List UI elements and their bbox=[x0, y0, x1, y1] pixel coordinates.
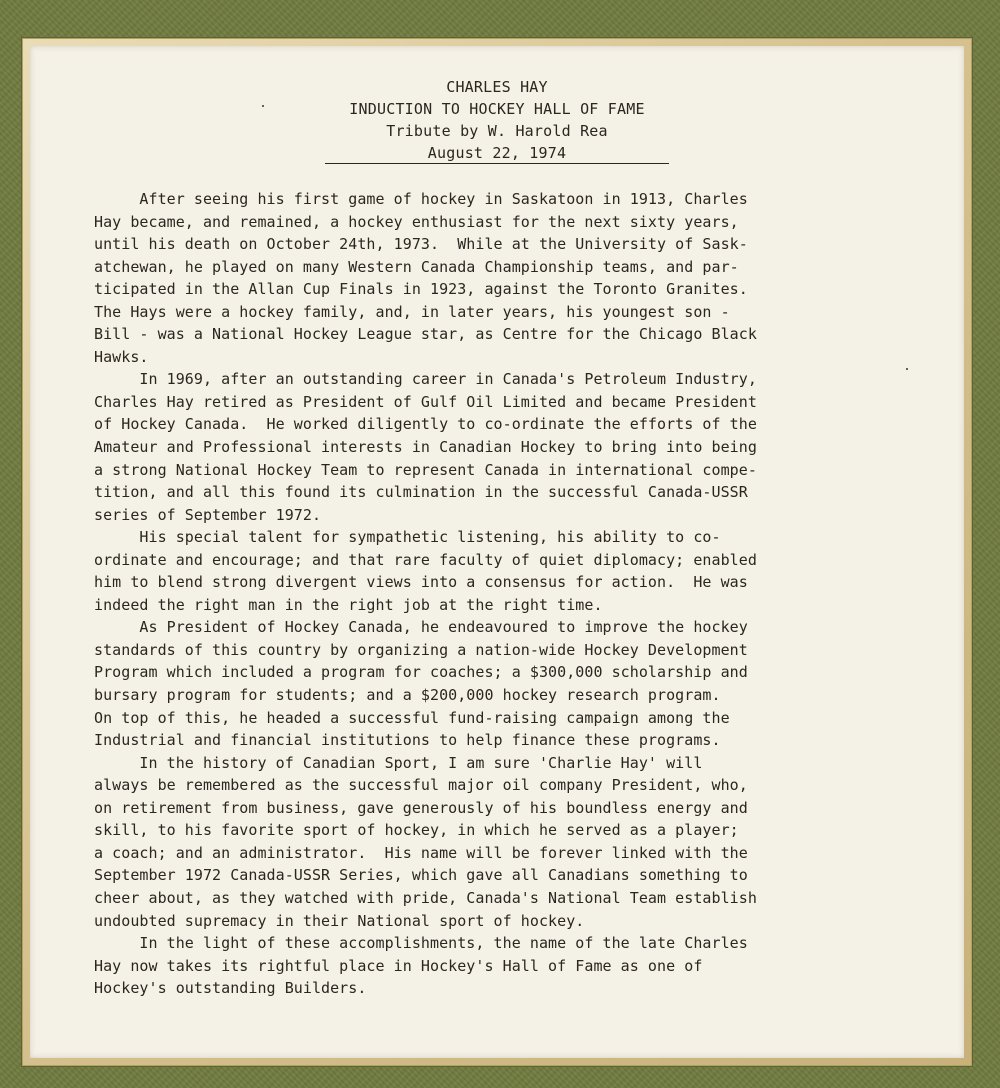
text-line: atchewan, he played on many Western Canada Championship teams, and par- bbox=[94, 257, 739, 276]
text-line: a strong National Hockey Team to represent Canada in international compe- bbox=[94, 460, 757, 479]
text-line: ordinate and encourage; and that rare faculty of quiet diplomacy; enabled bbox=[94, 550, 757, 569]
header-tribute: Tribute by W. Harold Rea bbox=[386, 122, 608, 140]
text-line: His special talent for sympathetic listening, his ability to co- bbox=[94, 528, 721, 547]
text-line: standards of this country by organizing a nation-wide Hockey Development bbox=[94, 640, 748, 659]
text-line: In the light of these accomplishments, the name of the late Charles bbox=[94, 934, 748, 953]
text-line: until his death on October 24th, 1973. While at the University of Sask- bbox=[94, 235, 748, 254]
text-line: undoubted supremacy in their National sport of hockey. bbox=[94, 911, 585, 930]
document-header bbox=[30, 76, 964, 164]
header-title: INDUCTION TO HOCKEY HALL OF FAME bbox=[349, 100, 645, 118]
text-line: of Hockey Canada. He worked diligently to co-ordinate the efforts of the bbox=[94, 415, 757, 434]
text-line: The Hays were a hockey family, and, in later years, his youngest son - bbox=[94, 302, 730, 321]
text-line: on retirement from business, gave generously of his boundless energy and bbox=[94, 798, 748, 817]
text-line: Hockey's outstanding Builders. bbox=[94, 979, 367, 998]
text-line: September 1972 Canada-USSR Series, which gave all Canadians something to bbox=[94, 866, 748, 885]
header-date: August 22, 1974 bbox=[325, 144, 669, 164]
text-line: Program which included a program for coaches; a $300,000 scholarship and bbox=[94, 663, 748, 682]
text-line: Industrial and financial institutions to help finance these programs. bbox=[94, 731, 721, 750]
text-line: always be remembered as the successful major oil company President, who, bbox=[94, 776, 748, 795]
paper-speck bbox=[262, 105, 264, 107]
text-line: In the history of Canadian Sport, I am sure 'Charlie Hay' will bbox=[94, 753, 703, 772]
text-line: Bill - was a National Hockey League star, as Centre for the Chicago Black bbox=[94, 325, 757, 344]
text-line: Hay became, and remained, a hockey enthusiast for the next sixty years, bbox=[94, 212, 739, 231]
text-line: bursary program for students; and a $200,000 hockey research program. bbox=[94, 686, 721, 705]
tribute-body bbox=[94, 188, 944, 1000]
text-line: skill, to his favorite sport of hockey, in which he served as a player; bbox=[94, 821, 739, 840]
text-line: Amateur and Professional interests in Canadian Hockey to bring into being bbox=[94, 438, 757, 457]
text-line: tition, and all this found its culmination in the successful Canada-USSR bbox=[94, 483, 748, 502]
text-line: ticipated in the Allan Cup Finals in 1923, against the Toronto Granites. bbox=[94, 280, 748, 299]
header-name: CHARLES HAY bbox=[446, 78, 548, 96]
text-line: Hay now takes its rightful place in Hockey's Hall of Fame as one of bbox=[94, 956, 703, 975]
text-line: After seeing his first game of hockey in Saskatoon in 1913, Charles bbox=[94, 190, 748, 208]
text-line: In 1969, after an outstanding career in Canada's Petroleum Industry, bbox=[94, 370, 757, 389]
text-line: Charles Hay retired as President of Gulf Oil Limited and became President bbox=[94, 392, 757, 411]
text-line: As President of Hockey Canada, he endeavoured to improve the hockey bbox=[94, 618, 748, 637]
text-line: series of September 1972. bbox=[94, 505, 322, 524]
text-line: him to blend strong divergent views into a consensus for action. He was bbox=[94, 573, 748, 592]
text-line: indeed the right man in the right job at the right time. bbox=[94, 595, 603, 614]
text-line: On top of this, he headed a successful fund-raising campaign among the bbox=[94, 708, 730, 727]
text-line: a coach; and an administrator. His name will be forever linked with the bbox=[94, 843, 748, 862]
text-line: cheer about, as they watched with pride, Canada's National Team establish bbox=[94, 888, 757, 907]
document-page bbox=[30, 46, 964, 1058]
text-line: Hawks. bbox=[94, 347, 149, 366]
